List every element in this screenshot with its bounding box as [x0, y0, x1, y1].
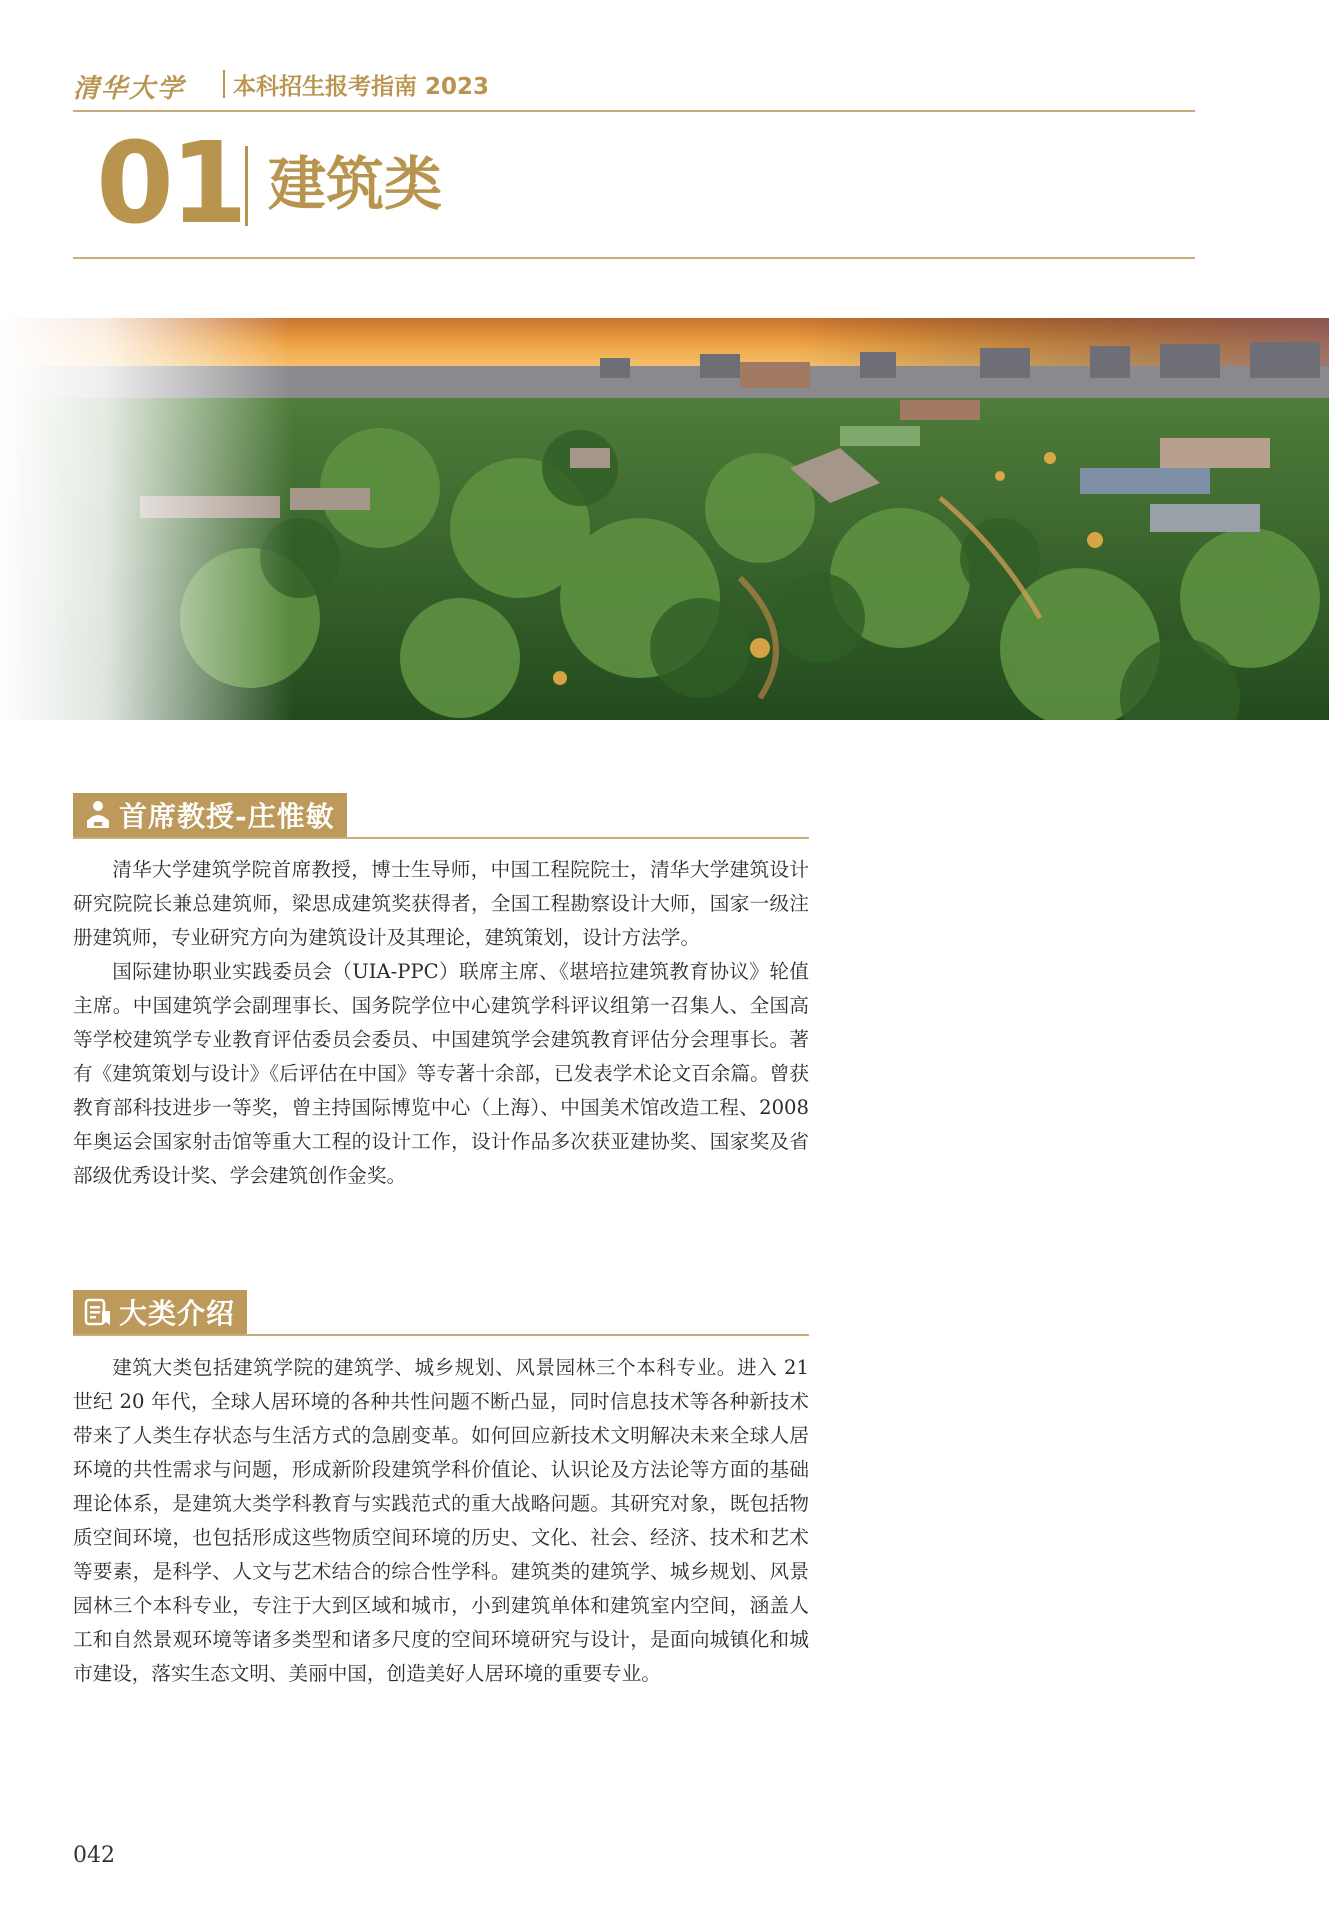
- professor-section-heading: [73, 793, 809, 839]
- professor-heading-tab: [73, 793, 347, 837]
- intro-paragraph-1: 建筑大类包括建筑学院的建筑学、城乡规划、风景园林三个本科专业。进入 21 世纪 20 年代，全球人居环境的各种共性问题不断凸显，同时信息技术等各种新技术带来了人类生存状态与生活方式的急剧变革。如何回应新技术文明解决未来全球人居环境的共性需求与问题，形成新阶段建筑学科价值论、认识论及方法论等方面的基础理论体系，是建筑大类学科教育与实践范式的重大战略问题。其研究对象，既包括物质空间环境，也包括形成这些物质空间环境的历史、文化、社会、经济、技术和艺术等要素，是科学、人文与艺术结合的综合性学科。建筑类的建筑学、城乡规划、风景园林三个本科专业，专注于大到区域和城市，小到建筑单体和建筑室内空间，涵盖人工和自然景观环境等诸多类型和诸多尺度的空间环境研究与设计，是面向城镇化和城市建设，落实生态文明、美丽中国，创造美好人居环境的重要专业。: [73, 1356, 809, 1685]
- chapter-rule: [73, 257, 1195, 259]
- header-rule: [73, 110, 1195, 112]
- header-divider: [223, 70, 225, 98]
- page-header: [73, 62, 1195, 112]
- hero-image: [0, 318, 1329, 720]
- professor-heading-label: 首席教授-庄惟敏: [119, 800, 335, 833]
- professor-heading-rule: [73, 837, 809, 839]
- university-logo-text: 清华大学: [73, 74, 186, 104]
- intro-section-heading: [73, 1290, 809, 1336]
- intro-heading-rule: [73, 1334, 809, 1336]
- intro-heading-label: 大类介绍: [119, 1297, 236, 1330]
- document-icon: [83, 1297, 113, 1327]
- page-number: 042: [73, 1843, 115, 1868]
- professor-paragraph-1: 清华大学建筑学院首席教授，博士生导师，中国工程院院士，清华大学建筑设计研究院院长兼总建筑师，梁思成建筑奖获得者，全国工程勘察设计大师，国家一级注册建筑师，专业研究方向为建筑设计及其理论，建筑策划，设计方法学。: [73, 858, 809, 949]
- chapter-divider: [245, 146, 248, 226]
- teacher-icon: [83, 800, 113, 830]
- chapter-number: 01: [96, 119, 244, 249]
- guide-title: 本科招生报考指南 2023: [233, 74, 490, 100]
- chapter-title: 建筑类: [268, 150, 443, 218]
- professor-paragraph-2: 国际建协职业实践委员会（UIA-PPC）联席主席、《堪培拉建筑教育协议》轮值主席。中国建筑学会副理事长、国务院学位中心建筑学科评议组第一召集人、全国高等学校建筑学专业教育评估委员会委员、中国建筑学会建筑教育评估分会理事长。著有《建筑策划与设计》《后评估在中国》等专著十余部，已发表学术论文百余篇。曾获教育部科技进步一等奖，曾主持国际博览中心（上海）、中国美术馆改造工程、2008 年奥运会国家射击馆等重大工程的设计工作，设计作品多次获亚建协奖、国家奖及省部级优秀设计奖、学会建筑创作金奖。: [73, 960, 809, 1187]
- intro-heading-tab: [73, 1290, 247, 1334]
